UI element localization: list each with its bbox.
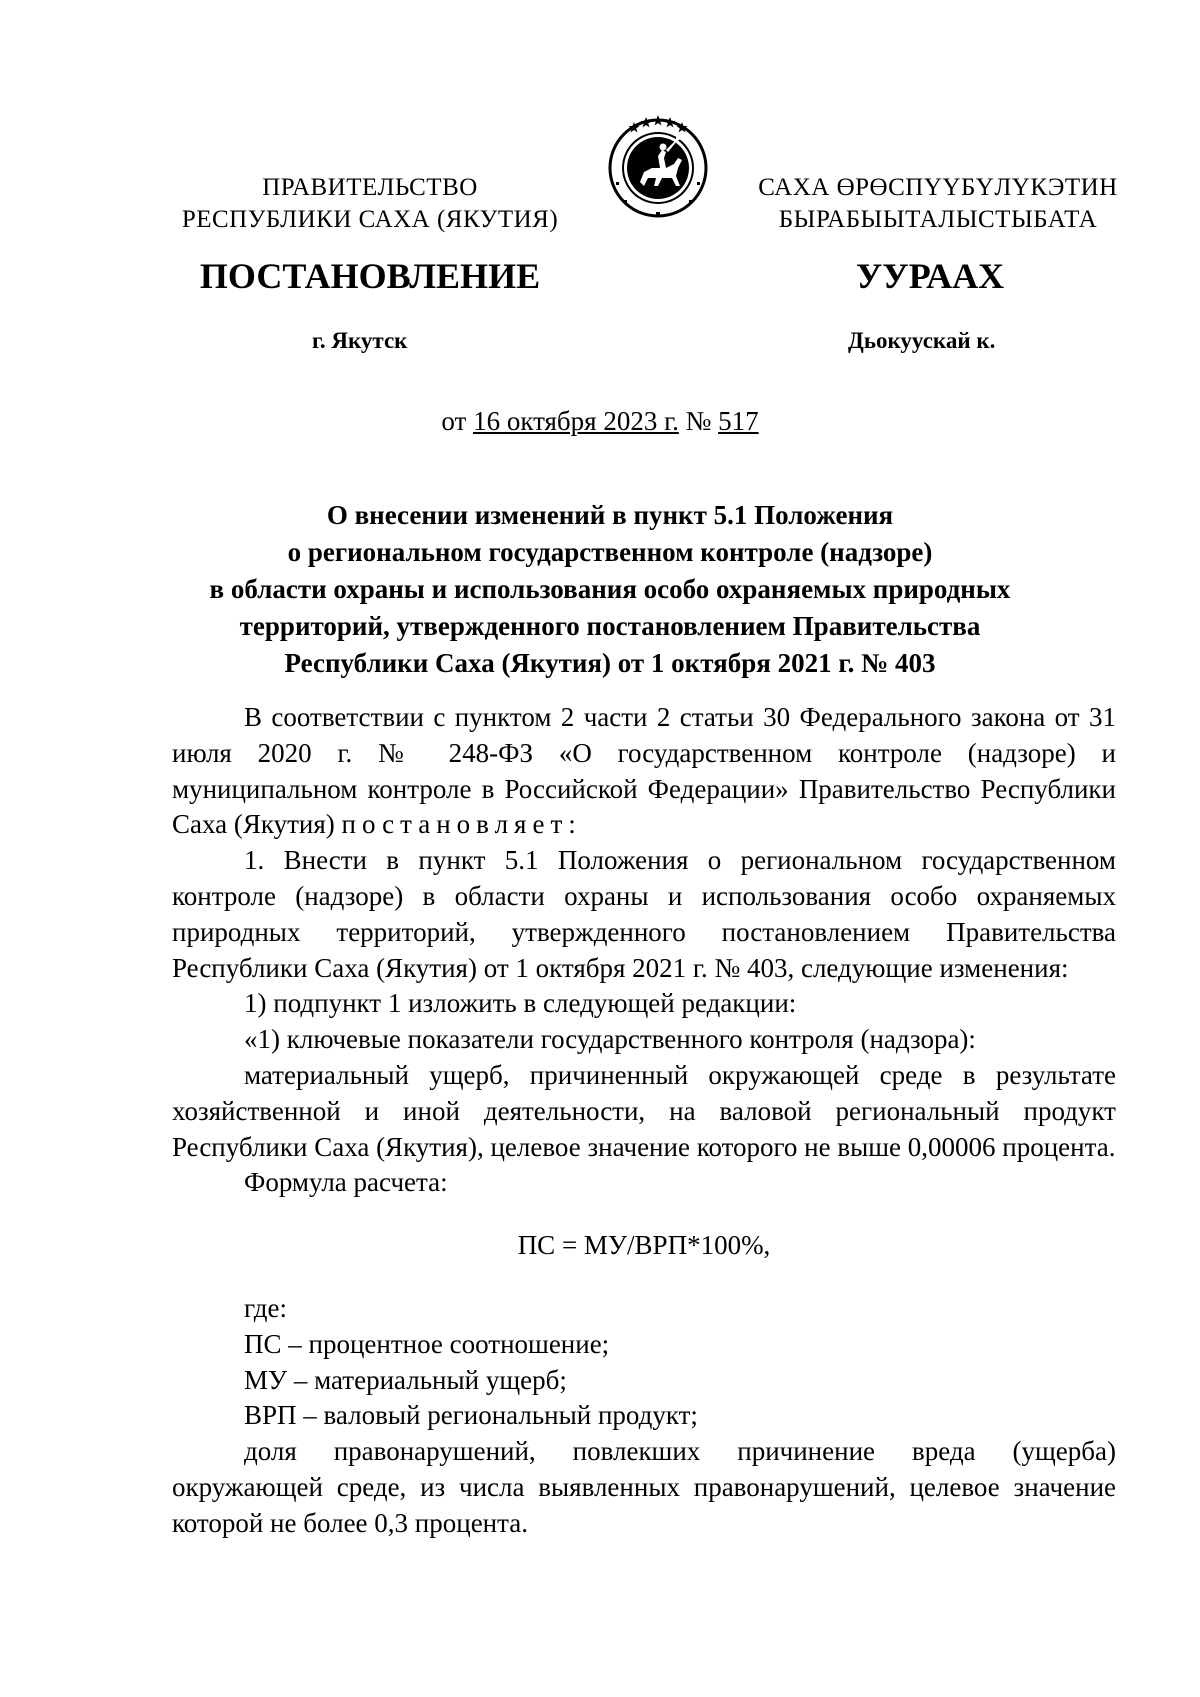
subject-line: о региональном государственном контроле (надзоре) (287, 537, 933, 567)
body-paragraph: 1. Внести в пункт 5.1 Положения о региональном государственном контроле (надзоре) в области охраны и использования особо охраняемых природных территорий, утвержденного постановлением Правительства Республики Саха (Якутия) от 1 октября 2021 г. № 403, следующие изменения: (172, 845, 1116, 983)
header-left-line2: РЕСПУБЛИКИ САХА (ЯКУТИЯ) (181, 206, 559, 233)
body-paragraph: «1) ключевые показатели государственного контроля (надзора): (244, 1024, 976, 1055)
doc-title-sah: УУРААХ (855, 256, 1005, 296)
document-subject (170, 497, 1050, 682)
header-left (180, 172, 560, 236)
document-body (172, 700, 1116, 1542)
header-right-line1: САХА ӨРӨСПҮҮБҮЛҮКЭТИН (758, 174, 1118, 201)
document-date: 16 октября 2023 г. (473, 406, 679, 436)
body-paragraph: доля правонарушений, повлекших причинение вреда (ущерба) окружающей среде, из числа выявленных правонарушений, целевое значение которой не более 0,3 процента. (172, 1436, 1116, 1538)
sakha-coat-of-arms-icon (604, 112, 712, 220)
body-paragraph: ВРП – валовый региональный продукт; (244, 1400, 698, 1431)
body-paragraph: материальный ущерб, причиненный окружающей среде в результате хозяйственной и иной деятельности, на валовой региональный продукт Республики Саха (Якутия), целевое значение которого не выше 0,00006 процента. (172, 1059, 1116, 1162)
body-paragraph: Формула расчета: (244, 1167, 448, 1198)
number-sign: № (685, 406, 712, 436)
header-right (748, 172, 1128, 236)
body-paragraph: 1) подпункт 1 изложить в следующей редакции: (244, 988, 797, 1019)
document-number: 517 (718, 406, 759, 436)
formula: ПС = МУ/ВРП*100%, (517, 1230, 771, 1261)
subject-line: Республики Саха (Якутия) от 1 октября 2021 г. № 403 (284, 648, 936, 678)
resolution-word: постановляет: (341, 809, 582, 840)
date-number-line (0, 404, 1200, 438)
city-ru: г. Якутск (312, 328, 408, 353)
subject-line: в области охраны и использования особо охраняемых природных (209, 574, 1011, 604)
header-left-line1: ПРАВИТЕЛЬСТВО (262, 174, 478, 201)
body-paragraph: где: (244, 1292, 287, 1323)
body-paragraph: ПС – процентное соотношение; (244, 1328, 610, 1359)
subject-line: О внесении изменений в пункт 5.1 Положения (326, 500, 894, 530)
header-right-line2: БЫРАБЫЫТАЛЫСТЫБАТА (778, 206, 1098, 233)
city-sah: Дьокуускай к. (848, 328, 996, 353)
date-prefix: от (441, 406, 467, 436)
subject-line: территорий, утвержденного постановлением Правительства (239, 611, 981, 641)
body-paragraph (172, 700, 1116, 843)
body-paragraph: МУ – материальный ущерб; (244, 1364, 567, 1395)
doc-title-ru: ПОСТАНОВЛЕНИЕ (199, 256, 541, 296)
preamble-text: В соответствии с пунктом 2 части 2 статьи 30 Федерального закона от 31 июля 2020 г. № 248-ФЗ «О государственном контроле (надзоре) и муниципальном контроле в Российской Федерации» Правительство Республики Саха (Якутия) (172, 702, 1116, 840)
